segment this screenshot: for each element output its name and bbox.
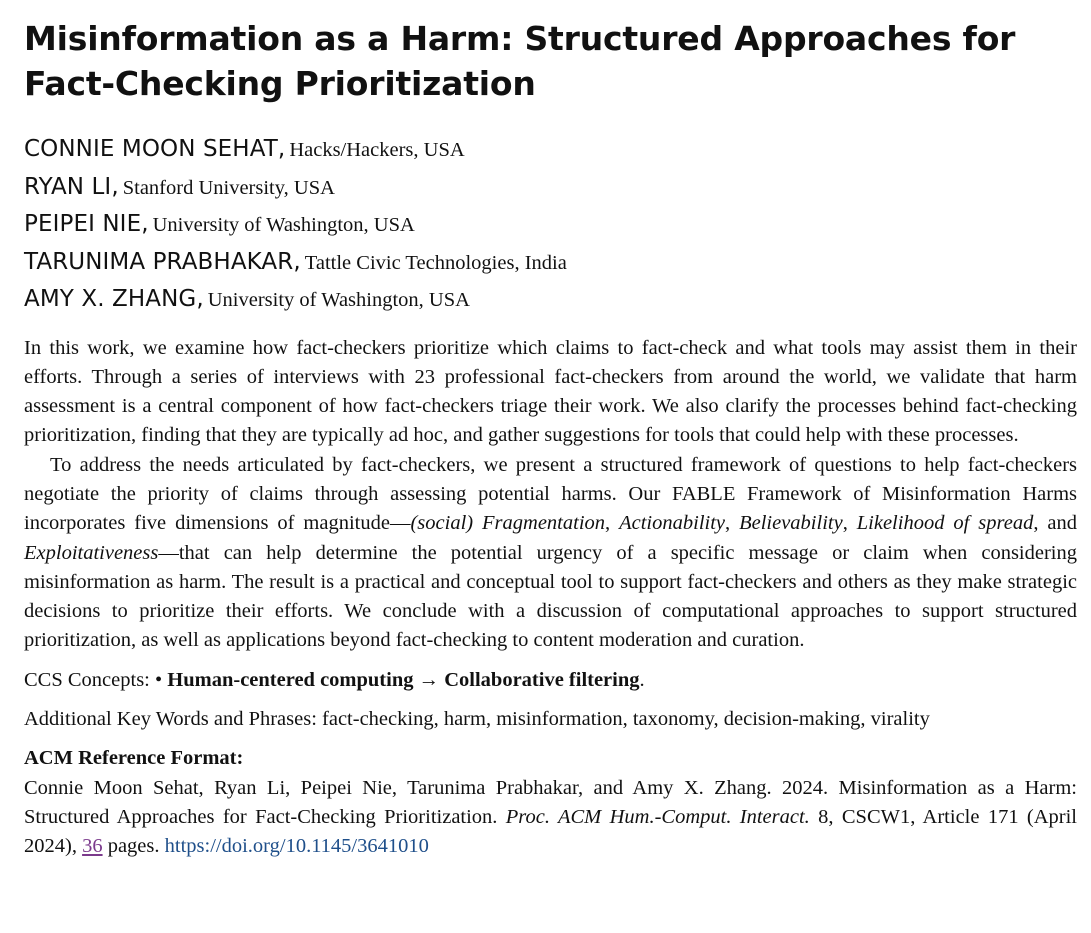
author-affiliation: University of Washington, USA xyxy=(207,289,470,311)
author-affiliation: Stanford University, USA xyxy=(122,176,335,199)
abstract-text: —that can help determine the potential urgency of a specific message or claim when considering misinformation as harm. The result is a practical and conceptual tool to support fact-checkers and others as they make strategic decisions to prioritize their efforts. We conclude with a discussion of computational approaches to support structured prioritization, as well as applications beyond fact-checking to content moderation and curation. xyxy=(24,541,1077,652)
reference-volume: 8, CSCW1, Article 171 (April 2024), xyxy=(24,805,1078,858)
author-entry xyxy=(24,170,1077,208)
abstract xyxy=(24,334,1077,656)
abstract-paragraph-1: In this work, we examine how fact-checkers prioritize which claims to fact-check and what tools may assist them in their efforts. Through a series of interviews with 23 professional fact-checkers from around the world, we validate that harm assessment is a central component of how fact-checkers triage their work. We also clarify the processes behind fact-checking prioritization, finding that they are typically ad hoc, and gather suggestions for tools that could help with these processes. xyxy=(24,336,1077,447)
ccs-label: CCS Concepts: • xyxy=(24,668,168,691)
ccs-concepts xyxy=(24,666,1077,695)
author-name: TARUNIMA PRABHAKAR, xyxy=(24,248,301,275)
separator: , xyxy=(605,512,620,535)
dimension-likelihood: Likelihood of spread xyxy=(856,512,1034,535)
author-list xyxy=(24,132,1077,320)
author-name: AMY X. ZHANG, xyxy=(24,286,204,312)
keywords: Additional Key Words and Phrases: fact-checking, harm, misinformation, taxonomy, decision-making, virality xyxy=(24,708,930,731)
dimension-actionability: Actionability xyxy=(619,512,726,535)
author-entry xyxy=(24,132,1077,170)
abstract-paragraph-2 xyxy=(24,451,1077,656)
dimension-fragmentation: (social) Fragmentation xyxy=(410,512,606,535)
separator: , and xyxy=(1033,512,1077,535)
abstract-text: To address the needs articulated by fact-checkers, we present a structured framework of questions to help fact-checkers negotiate the priority of claims through assessing potential harms. Our FABLE Framework of Misinformation Harms incorporates five dimensions of magnitude— xyxy=(24,453,1077,535)
author-name: RYAN LI, xyxy=(24,173,119,200)
reference-venue: Proc. ACM Hum.-Comput. Interact. xyxy=(505,805,810,828)
pages-link[interactable]: 36 xyxy=(82,835,103,858)
separator: , xyxy=(842,512,857,535)
reference-heading: ACM Reference Format: xyxy=(24,747,244,770)
reference-pages-label: pages. xyxy=(102,835,165,858)
paper-page xyxy=(24,16,1077,862)
reference-text xyxy=(24,774,1077,862)
reference-authors-title: Connie Moon Sehat, Ryan Li, Peipei Nie, Tarunima Prabhakar, and Amy X. Zhang. 2024. Misinformation as a Harm: Structured Approaches for Fact-Checking Prioritization. xyxy=(24,776,1077,828)
author-entry xyxy=(24,207,1077,245)
author-name: CONNIE MOON SEHAT, xyxy=(24,136,286,162)
ccs-end: . xyxy=(639,668,645,691)
dimension-exploitativeness: Exploitativeness xyxy=(24,541,159,564)
author-entry xyxy=(24,245,1077,283)
paper-title: Misinformation as a Harm: Structured Approaches for Fact-Checking Prioritization xyxy=(24,19,1016,103)
author-affiliation: Hacks/Hackers, USA xyxy=(289,139,465,161)
author-entry xyxy=(24,282,1077,320)
author-affiliation: University of Washington, USA xyxy=(152,214,415,236)
author-affiliation: Tattle Civic Technologies, India xyxy=(304,251,567,274)
ccs-concept: Human-centered computing → Collaborative filtering xyxy=(167,668,640,691)
dimension-believability: Believability xyxy=(739,512,843,535)
doi-link[interactable]: https://doi.org/10.1145/3641010 xyxy=(164,835,429,858)
separator: , xyxy=(725,512,740,535)
author-name: PEIPEI NIE, xyxy=(24,211,149,237)
